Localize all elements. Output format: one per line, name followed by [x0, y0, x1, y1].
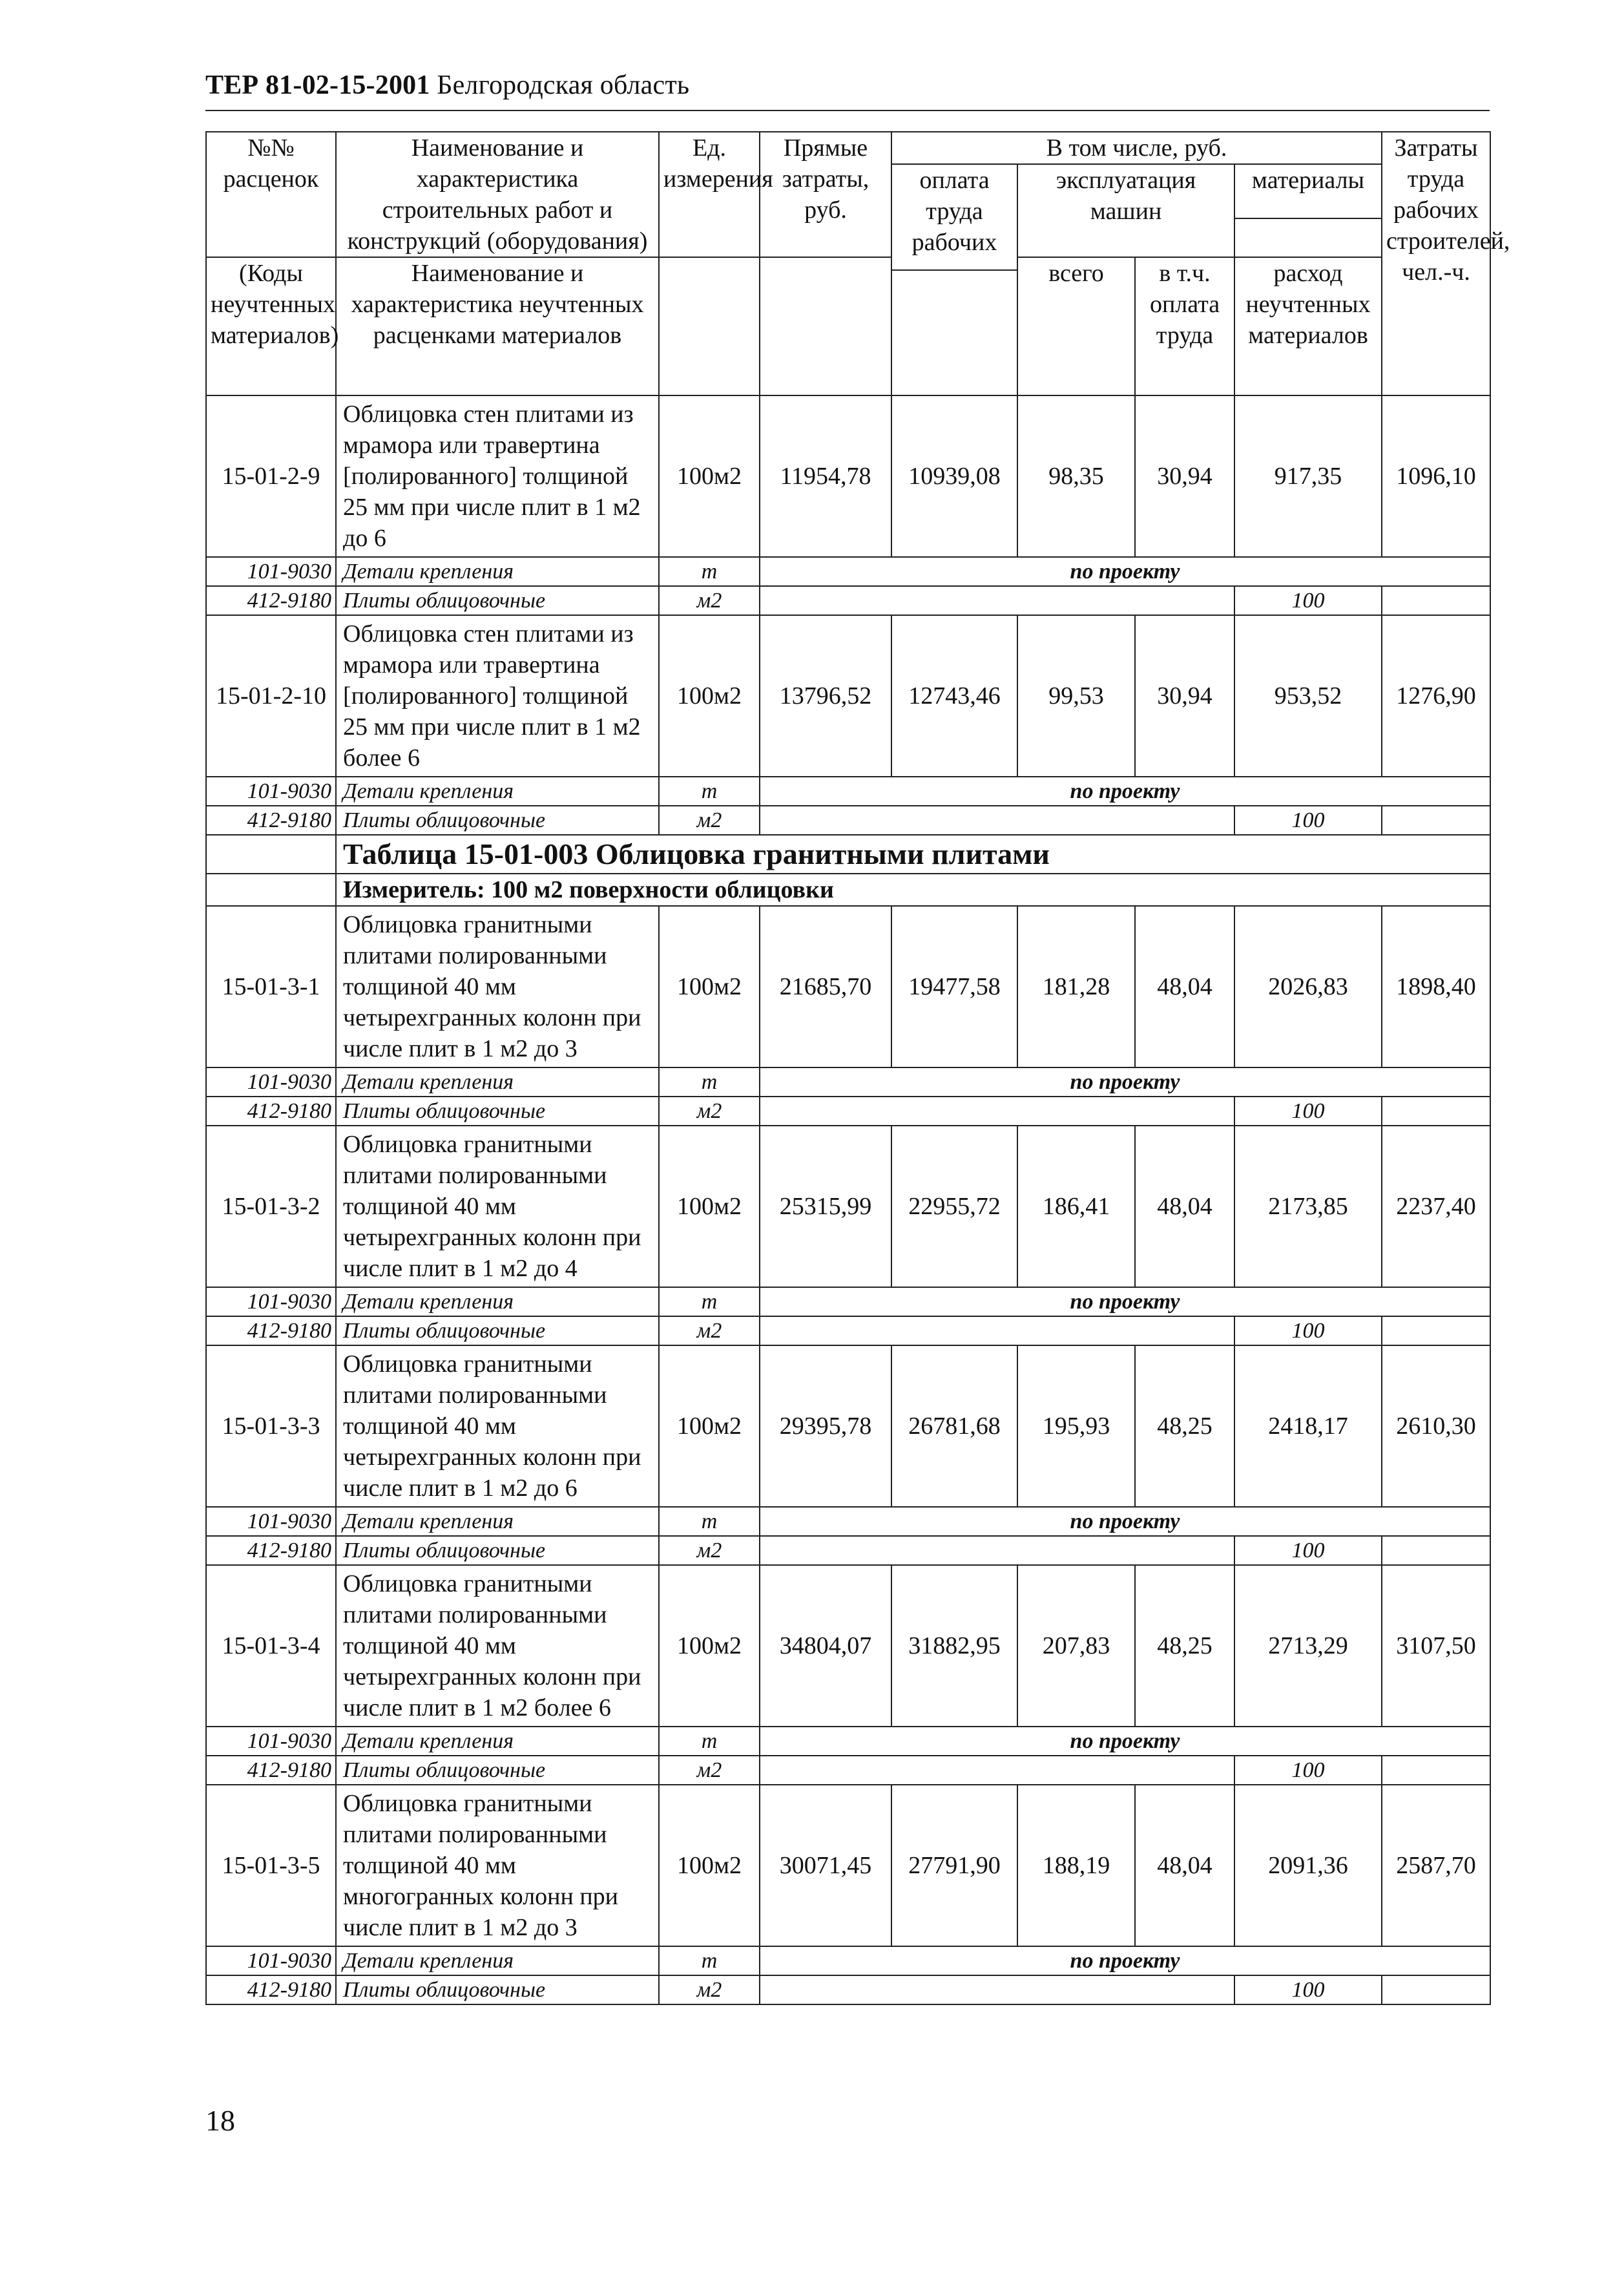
col-header-material-codes: (Коды неучтенных материалов) [206, 257, 336, 395]
material-name: Детали крепления [336, 1946, 659, 1975]
rate-row [206, 395, 1490, 557]
col-header-machines-total: всего [1017, 257, 1135, 395]
rate-name: Облицовка гранитными плитами полированными толщиной 40 мм четырехгранных колонн при числе плит в 1 м2 до 6 [336, 1345, 659, 1507]
material-blank [760, 1756, 1234, 1785]
material-blank [760, 806, 1234, 835]
rate-code: 15-01-3-3 [206, 1345, 336, 1507]
rate-labor: 2587,70 [1382, 1785, 1490, 1946]
col-header-material-consumption: расход неучтенных материалов [1234, 257, 1382, 395]
material-name: Детали крепления [336, 557, 659, 586]
material-unit: т [659, 1507, 760, 1536]
rate-unit: 100м2 [659, 1345, 760, 1507]
material-code: 101-9030 [206, 1946, 336, 1975]
material-unit: т [659, 777, 760, 806]
material-consumption: по проекту [760, 777, 1490, 806]
col-header-wages: оплата труда рабочих [891, 164, 1017, 270]
material-unit: м2 [659, 806, 760, 835]
header-row-4 [206, 257, 1490, 270]
material-name: Плиты облицовочные [336, 806, 659, 835]
material-code: 101-9030 [206, 1287, 336, 1316]
page-header [205, 70, 689, 101]
rate-direct-costs: 25315,99 [760, 1126, 891, 1287]
material-name: Детали крепления [336, 1067, 659, 1097]
material-row [206, 1975, 1490, 2004]
rate-materials: 2091,36 [1234, 1785, 1382, 1946]
rate-code: 15-01-3-2 [206, 1126, 336, 1287]
rate-direct-costs: 21685,70 [760, 906, 891, 1067]
material-name: Плиты облицовочные [336, 586, 659, 615]
rate-row [206, 1565, 1490, 1727]
rate-wages: 12743,46 [891, 615, 1017, 777]
rate-machine-wages: 48,25 [1135, 1345, 1234, 1507]
rate-code: 15-01-3-1 [206, 906, 336, 1067]
material-unit: м2 [659, 1097, 760, 1126]
rate-machines: 195,93 [1017, 1345, 1135, 1507]
header-rule [205, 110, 1490, 111]
rate-name: Облицовка гранитными плитами полированными толщиной 40 мм четырехгранных колонн при числе плит в 1 м2 до 4 [336, 1126, 659, 1287]
material-blank [1382, 1975, 1490, 2004]
table-title-row [206, 835, 1490, 874]
col-header-machine-wages: в т.ч. оплата труда [1135, 257, 1234, 395]
rate-unit: 100м2 [659, 395, 760, 557]
material-code: 101-9030 [206, 557, 336, 586]
material-code: 412-9180 [206, 1536, 336, 1565]
material-row [206, 557, 1490, 586]
rate-row [206, 1126, 1490, 1287]
rate-direct-costs: 30071,45 [760, 1785, 891, 1946]
material-blank [1382, 1756, 1490, 1785]
rate-labor: 3107,50 [1382, 1565, 1490, 1727]
material-blank [760, 586, 1234, 615]
material-code: 412-9180 [206, 586, 336, 615]
rate-materials: 917,35 [1234, 395, 1382, 557]
material-unit: т [659, 557, 760, 586]
rate-materials: 2418,17 [1234, 1345, 1382, 1507]
rate-wages: 26781,68 [891, 1345, 1017, 1507]
rate-direct-costs: 29395,78 [760, 1345, 891, 1507]
material-consumption: по проекту [760, 1946, 1490, 1975]
rate-labor: 1898,40 [1382, 906, 1490, 1067]
material-blank [760, 1316, 1234, 1345]
rate-unit: 100м2 [659, 1785, 760, 1946]
col-header-unit: Ед. измерения [659, 132, 760, 257]
rate-unit: 100м2 [659, 906, 760, 1067]
material-blank [1382, 1536, 1490, 1565]
table-meter: Измеритель: 100 м2 поверхности облицовки [336, 874, 1490, 906]
rate-unit: 100м2 [659, 1126, 760, 1287]
rate-machine-wages: 48,04 [1135, 1126, 1234, 1287]
rate-wages: 19477,58 [891, 906, 1017, 1067]
table-title: Таблица 15-01-003 Облицовка гранитными плитами [336, 835, 1490, 874]
material-row [206, 777, 1490, 806]
section-blank [206, 835, 336, 874]
material-unit: т [659, 1067, 760, 1097]
material-unit: м2 [659, 586, 760, 615]
material-consumption: 100 [1234, 1975, 1382, 2004]
rates-table [205, 131, 1510, 2005]
material-code: 101-9030 [206, 777, 336, 806]
material-code: 101-9030 [206, 1507, 336, 1536]
material-name: Плиты облицовочные [336, 1975, 659, 2004]
col-header-including: В том числе, руб. [891, 132, 1382, 164]
material-consumption: по проекту [760, 1727, 1490, 1756]
material-unit: т [659, 1727, 760, 1756]
rate-machines: 186,41 [1017, 1126, 1135, 1287]
material-consumption: по проекту [760, 1507, 1490, 1536]
rate-wages: 22955,72 [891, 1126, 1017, 1287]
rate-labor: 2237,40 [1382, 1126, 1490, 1287]
material-name: Плиты облицовочные [336, 1756, 659, 1785]
material-blank [1382, 1316, 1490, 1345]
material-row [206, 586, 1490, 615]
material-consumption: 100 [1234, 1316, 1382, 1345]
material-blank [760, 1975, 1234, 2004]
material-unit: м2 [659, 1756, 760, 1785]
material-unit: м2 [659, 1975, 760, 2004]
material-code: 412-9180 [206, 806, 336, 835]
rate-machine-wages: 30,94 [1135, 615, 1234, 777]
rate-name: Облицовка гранитными плитами полированными толщиной 40 мм многогранных колонн при числе плит в 1 м2 до 3 [336, 1785, 659, 1946]
material-unit: м2 [659, 1316, 760, 1345]
material-consumption: по проекту [760, 557, 1490, 586]
rate-machines: 181,28 [1017, 906, 1135, 1067]
material-consumption: 100 [1234, 1756, 1382, 1785]
rate-labor: 2610,30 [1382, 1345, 1490, 1507]
col-header-machines: эксплуатация машин [1017, 164, 1234, 257]
rate-name: Облицовка гранитными плитами полированными толщиной 40 мм четырехгранных колонн при числе плит в 1 м2 до 3 [336, 906, 659, 1067]
rate-row [206, 1785, 1490, 1946]
rate-code: 15-01-2-10 [206, 615, 336, 777]
material-row [206, 1727, 1490, 1756]
rate-direct-costs: 13796,52 [760, 615, 891, 777]
rate-row [206, 615, 1490, 777]
material-consumption: 100 [1234, 1097, 1382, 1126]
rate-wages: 27791,90 [891, 1785, 1017, 1946]
material-name: Плиты облицовочные [336, 1316, 659, 1345]
material-row [206, 1316, 1490, 1345]
material-consumption: по проекту [760, 1067, 1490, 1097]
col-header-direct-costs: Прямые затраты, руб. [760, 132, 891, 257]
material-row [206, 1097, 1490, 1126]
section-blank [206, 874, 336, 906]
rate-materials: 2173,85 [1234, 1126, 1382, 1287]
material-code: 412-9180 [206, 1316, 336, 1345]
rate-machines: 207,83 [1017, 1565, 1135, 1727]
rate-machine-wages: 48,04 [1135, 906, 1234, 1067]
col-header-labor: Затраты труда рабочих строителей, чел.-ч. [1382, 132, 1490, 395]
material-name: Детали крепления [336, 1287, 659, 1316]
col-header-direct-blank [760, 257, 891, 395]
material-unit: м2 [659, 1536, 760, 1565]
material-code: 412-9180 [206, 1975, 336, 2004]
material-consumption: 100 [1234, 586, 1382, 615]
document-code: ТЕР 81-02-15-2001 [205, 70, 430, 100]
col-header-unit-blank [659, 257, 760, 395]
rate-unit: 100м2 [659, 1565, 760, 1727]
material-consumption: по проекту [760, 1287, 1490, 1316]
rate-name: Облицовка стен плитами из мрамора или травертина [полированного] толщиной 25 мм при числе плит в 1 м2 более 6 [336, 615, 659, 777]
rate-code: 15-01-3-4 [206, 1565, 336, 1727]
material-name: Детали крепления [336, 1727, 659, 1756]
material-consumption: 100 [1234, 806, 1382, 835]
rate-name: Облицовка гранитными плитами полированными толщиной 40 мм четырехгранных колонн при числе плит в 1 м2 более 6 [336, 1565, 659, 1727]
rate-direct-costs: 11954,78 [760, 395, 891, 557]
material-row [206, 1756, 1490, 1785]
material-row [206, 806, 1490, 835]
rate-labor: 1276,90 [1382, 615, 1490, 777]
rate-code: 15-01-3-5 [206, 1785, 336, 1946]
rate-materials: 2026,83 [1234, 906, 1382, 1067]
material-blank [1382, 806, 1490, 835]
material-name: Детали крепления [336, 1507, 659, 1536]
rate-row [206, 1345, 1490, 1507]
rate-labor: 1096,10 [1382, 395, 1490, 557]
col-header-materials: материалы [1234, 164, 1382, 218]
document-region: Белгородская область [437, 70, 690, 100]
col-header-rate-number: №№ расценок [206, 132, 336, 257]
rate-machine-wages: 48,04 [1135, 1785, 1234, 1946]
col-header-work-name: Наименование и характеристика строительных работ и конструкций (оборудования) [336, 132, 659, 257]
col-header-materials-blank [1234, 218, 1382, 257]
meter-row [206, 874, 1490, 906]
material-code: 412-9180 [206, 1756, 336, 1785]
rate-materials: 2713,29 [1234, 1565, 1382, 1727]
material-code: 101-9030 [206, 1727, 336, 1756]
rate-machine-wages: 48,25 [1135, 1565, 1234, 1727]
rate-materials: 953,52 [1234, 615, 1382, 777]
material-name: Детали крепления [336, 777, 659, 806]
rate-row [206, 906, 1490, 1067]
page-number: 18 [205, 2104, 235, 2137]
material-blank [1382, 586, 1490, 615]
material-row [206, 1536, 1490, 1565]
material-row [206, 1946, 1490, 1975]
rate-machine-wages: 30,94 [1135, 395, 1234, 557]
material-unit: т [659, 1946, 760, 1975]
material-blank [760, 1097, 1234, 1126]
header-row-1 [206, 132, 1490, 164]
rate-machines: 99,53 [1017, 615, 1135, 777]
material-name: Плиты облицовочные [336, 1097, 659, 1126]
material-blank [760, 1536, 1234, 1565]
material-row [206, 1287, 1490, 1316]
material-code: 412-9180 [206, 1097, 336, 1126]
rate-wages: 31882,95 [891, 1565, 1017, 1727]
material-consumption: 100 [1234, 1536, 1382, 1565]
material-row [206, 1067, 1490, 1097]
rate-wages: 10939,08 [891, 395, 1017, 557]
rate-machines: 188,19 [1017, 1785, 1135, 1946]
col-header-material-name: Наименование и характеристика неучтенных расценками материалов [336, 257, 659, 395]
material-name: Плиты облицовочные [336, 1536, 659, 1565]
rate-direct-costs: 34804,07 [760, 1565, 891, 1727]
rate-machines: 98,35 [1017, 395, 1135, 557]
material-blank [1382, 1097, 1490, 1126]
col-header-wages-blank [891, 270, 1017, 395]
rate-unit: 100м2 [659, 615, 760, 777]
material-code: 101-9030 [206, 1067, 336, 1097]
rate-code: 15-01-2-9 [206, 395, 336, 557]
rate-name: Облицовка стен плитами из мрамора или травертина [полированного] толщиной 25 мм при числе плит в 1 м2 до 6 [336, 395, 659, 557]
material-unit: т [659, 1287, 760, 1316]
material-row [206, 1507, 1490, 1536]
